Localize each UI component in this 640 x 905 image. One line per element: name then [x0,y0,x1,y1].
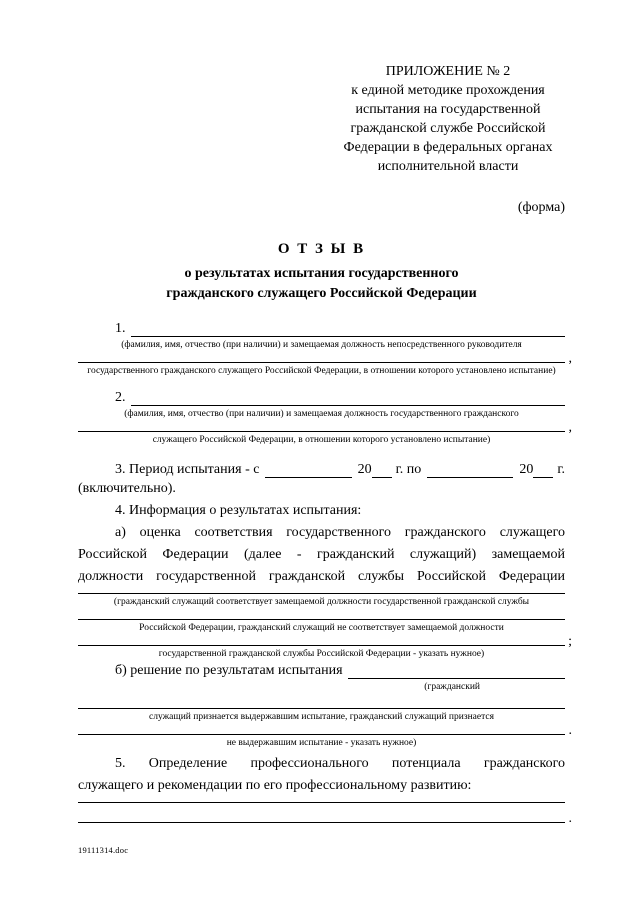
item-5-blank-row [78,803,572,826]
appendix-header-line: к единой методике прохождения [351,83,545,98]
item-1-caption-2: государственного гражданского служащего Российской Федерации, в отношении которого установлено испытание) [87,366,556,376]
document-filename: 19111314.doc [78,845,129,855]
item-4a-blank-row [78,608,565,620]
trailing-punct: . [568,811,572,826]
trailing-punct: , [568,351,572,366]
period-end: г. [557,462,565,477]
item-1-number: 1. [115,321,126,336]
item-4a-caption-3: государственной гражданской службы Российской Федерации - указать нужное) [158,649,485,659]
blank-date-to [427,474,513,478]
blank-line [131,333,566,337]
item-4b-blank-row [78,723,572,738]
item-1-blank-row [78,351,572,366]
appendix-header-line: гражданской службе Российской [350,121,546,136]
trailing-punct: , [568,420,572,435]
appendix-header [331,62,565,176]
item-5-line: служащего и рекомендации по его профессиональному развитию: [78,778,472,793]
item-1-row [78,316,565,337]
blank-line [348,675,565,679]
year-prefix: 20 [357,462,372,477]
item-2-row [78,385,565,406]
item-2-number: 2. [115,390,126,405]
appendix-header-line: испытания на государственной [355,102,541,117]
item-4a-caption-2: Российской Федерации, гражданский служащий не соответствует замещаемой должности [139,623,504,633]
report-subtitle [78,264,565,304]
item-4-heading: 4. Информация о результатах испытания: [115,503,362,518]
item-3-continuation: (включительно). [78,481,176,496]
blank-line [78,428,565,432]
item-2-caption-1: (фамилия, имя, отчество (при наличии) и замещаемая должность государственного гражданского [124,409,519,419]
item-4a-line: а) оценка соответствия государственного гражданского служащего [115,525,565,540]
trailing-punct: . [568,723,572,738]
period-mid: г. по [395,462,422,477]
blank-line [78,642,565,646]
blank-line [131,402,566,406]
report-subtitle-line: гражданского служащего Российской Федерации [166,286,477,301]
appendix-header-line: Федерации в федеральных органах [343,140,553,155]
blank-line [78,819,565,823]
item-4b-caption-2: служащий признается выдержавшим испытание, гражданский служащий признается [149,712,494,722]
period-prefix: 3. Период испытания - с [115,462,260,477]
blank-line [78,616,565,620]
item-2-caption-2: служащего Российской Федерации, в отношении которого установлено испытание) [152,435,491,445]
item-4b-caption-3: не выдержавшим испытание - указать нужное) [226,738,417,748]
item-1-caption-1: (фамилия, имя, отчество (при наличии) и замещаемая должность непосредственного руководителя [121,340,522,350]
item-5-line: 5. Определение профессионального потенциала гражданского [115,756,565,771]
form-note: (форма) [517,200,565,215]
item-2-blank-row [78,420,572,435]
appendix-header-line: исполнительной власти [377,159,519,174]
blank-line [78,359,565,363]
blank-line [78,705,565,709]
item-4b-blank-row [78,693,565,709]
blank-year [372,474,392,478]
item-4a-line: Российской Федерации (далее - гражданский служащий) замещаемой [78,547,565,562]
item-3-period-line [78,456,565,478]
appendix-header-line: ПРИЛОЖЕНИЕ № 2 [385,64,511,79]
item-4b-row [78,662,565,679]
blank-line [78,731,565,735]
item-4b-caption-1: (гражданский [424,682,480,692]
year-prefix: 20 [519,462,534,477]
report-subtitle-line: о результатах испытания государственного [184,266,459,281]
trailing-punct: ; [568,634,572,649]
item-4a-caption-1: (гражданский служащий соответствует замещаемой должности государственной гражданской службы [113,597,530,607]
blank-year [533,474,553,478]
report-title: О Т З Ы В [277,241,366,257]
item-4a-blank-row [78,634,572,649]
blank-line [78,590,565,594]
item-4b-label: б) решение по результатам испытания [115,663,343,678]
item-4a-line: должности государственной гражданской службы Российской Федерации [78,569,565,584]
item-4a-blank-row [78,588,565,594]
blank-date-from [265,474,351,478]
